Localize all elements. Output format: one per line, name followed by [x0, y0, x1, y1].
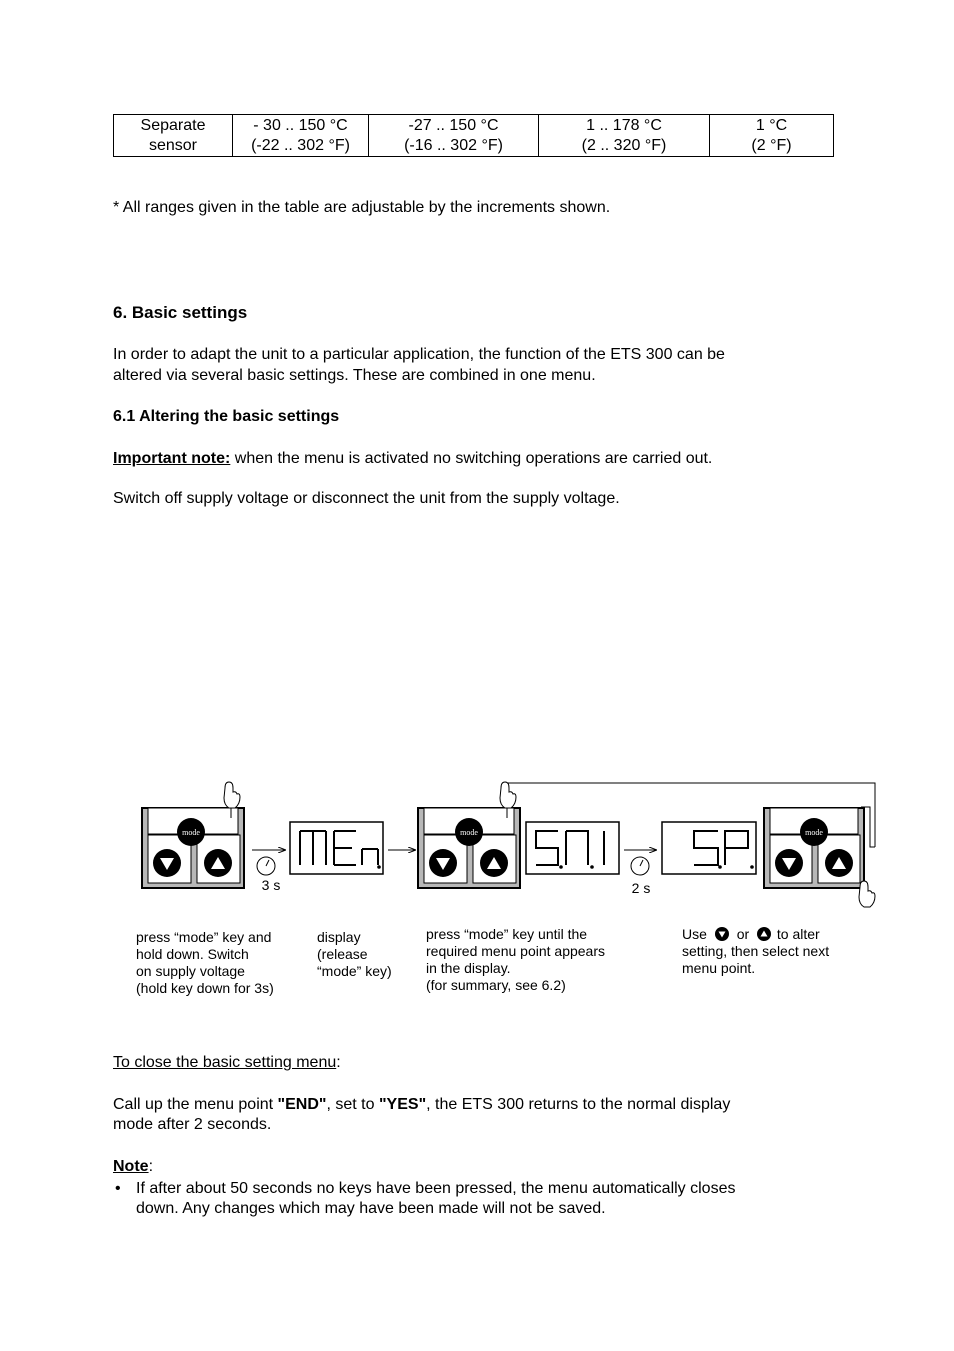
keypad-3 [764, 808, 864, 888]
caption-step-1: press “mode” key and hold down. Switch on supply voltage (hold key down for 3s) [136, 929, 274, 996]
table-cell: - 30 .. 150 °C (-22 .. 302 °F) [233, 115, 369, 157]
section-heading: 6. Basic settings [113, 303, 248, 322]
subsection-heading: 6.1 Altering the basic settings [113, 408, 340, 425]
switch-off-instruction: Switch off supply voltage or disconnect the unit from the supply voltage. [113, 490, 620, 507]
display-men [290, 822, 383, 874]
mode-key-label: mode [805, 828, 823, 837]
table-cell: -27 .. 150 °C (-16 .. 302 °F) [369, 115, 539, 157]
note-list [113, 1179, 813, 1219]
table-cell: Separate sensor [114, 115, 233, 157]
up-arrow-icon [756, 927, 772, 941]
caption-step-4: Use or to alter setting, then select next menu point. [682, 926, 830, 976]
timer-icon [631, 857, 649, 875]
caption-step-2: display (release “mode” key) [317, 929, 392, 979]
close-menu-line-2: mode after 2 seconds. [113, 1116, 272, 1133]
keypad-1 [142, 808, 244, 888]
table-row [114, 115, 834, 157]
intro-line-1: In order to adapt the unit to a particular application, the function of the ETS 300 can be [113, 346, 725, 363]
important-note [113, 449, 712, 469]
important-note-label: Important note: [113, 450, 231, 467]
keypad-2 [418, 808, 520, 888]
time-3s: 3 s [261, 877, 281, 893]
caption-step-3: press “mode” key until the required menu point appears in the display. (for summary, see 6.2) [426, 926, 606, 993]
table-footnote: * All ranges given in the table are adjustable by the increments shown. [113, 199, 611, 216]
close-menu-line-1: Call up the menu point "END", set to "YES", the ETS 300 returns to the normal display [113, 1096, 731, 1113]
mode-key-label: mode [182, 828, 200, 837]
mode-key-label: mode [460, 828, 478, 837]
menu-procedure-diagram [130, 775, 890, 920]
timer-icon [257, 857, 275, 875]
important-note-text: when the menu is activated no switching operations are carried out. [230, 450, 713, 467]
display-sn1 [526, 822, 619, 874]
down-arrow-icon [714, 927, 730, 941]
table-cell: 1 °C (2 °F) [710, 115, 834, 157]
intro-line-2: altered via several basic settings. These are combined in one menu. [113, 367, 596, 384]
close-menu-heading: To close the basic setting menu: [113, 1054, 341, 1071]
table-cell: 1 .. 178 °C (2 .. 320 °F) [539, 115, 710, 157]
pointing-hand-icon [859, 881, 875, 907]
display-sp [662, 822, 756, 874]
note-heading: Note: [113, 1158, 154, 1175]
spec-table [113, 114, 834, 157]
list-item: • If after about 50 seconds no keys have been pressed, the menu automatically closes down. Any changes which may have been made will not be saved. [113, 1179, 813, 1219]
time-2s: 2 s [631, 880, 651, 896]
